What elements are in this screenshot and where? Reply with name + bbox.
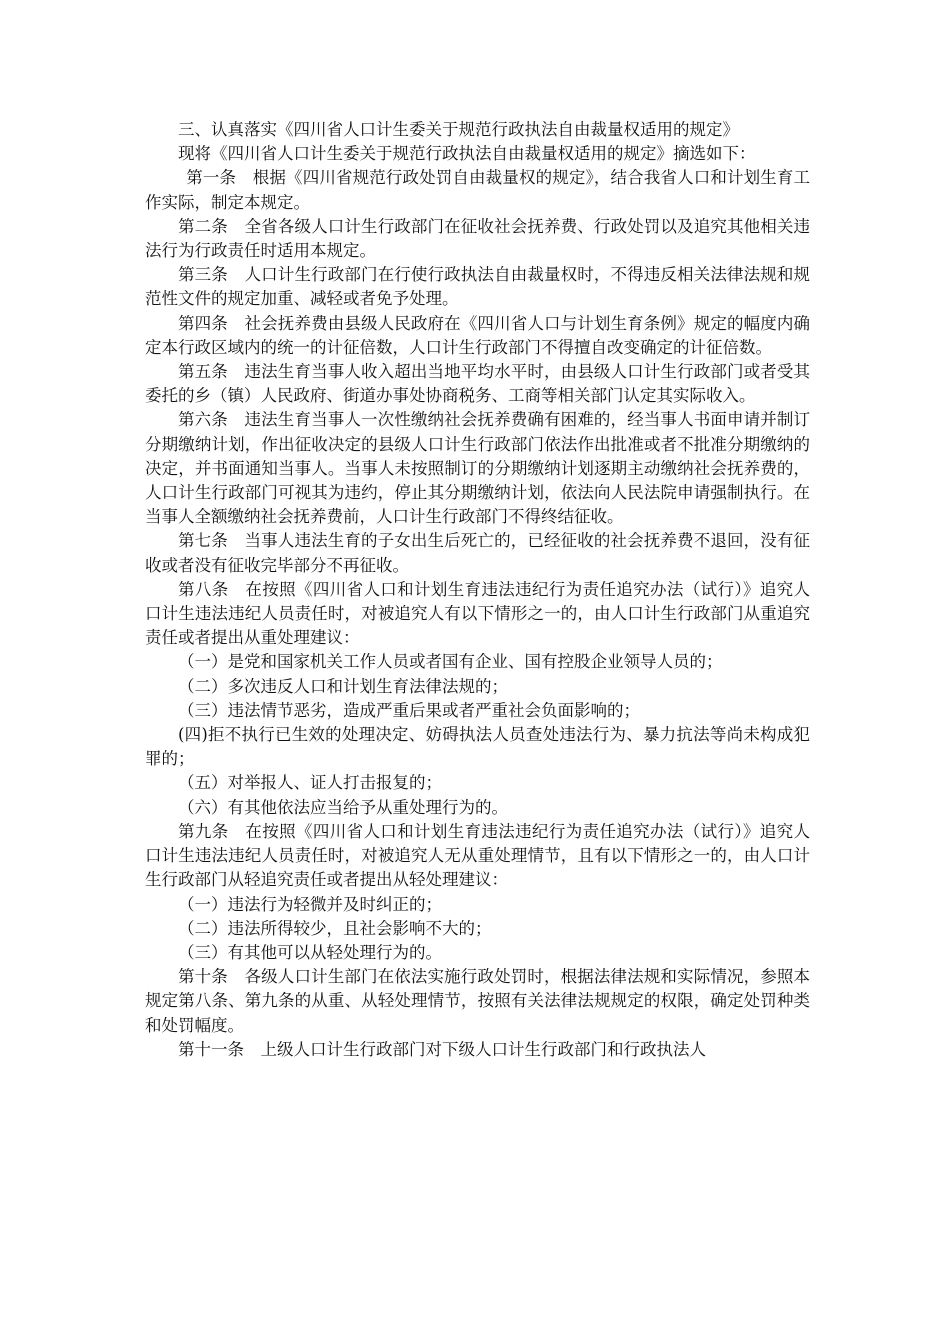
- article-6: 第六条 违法生育当事人一次性缴纳社会抚养费确有困难的，经当事人书面申请并制订分期缴纳计划，作出征收决定的县级人口计生行政部门依法作出批准或者不批准分期缴纳的决定，并书面通知当事人。当事人未按照制订的分期缴纳计划逐期主动缴纳社会抚养费的，人口计生行政部门可视其为违约，停止其分期缴纳计划，依法向人民法院申请强制执行。在当事人全额缴纳社会抚养费前，人口计生行政部门不得终结征收。: [145, 410, 810, 527]
- article-4: 第四条 社会抚养费由县级人民政府在《四川省人口与计划生育条例》规定的幅度内确定本行政区域内的统一的计征倍数，人口计生行政部门不得擅自改变确定的计征倍数。: [145, 313, 810, 357]
- article-1: 第一条 根据《四川省规范行政处罚自由裁量权的规定》，结合我省人口和计划生育工作实际，制定本规定。: [145, 168, 810, 212]
- article-5: 第五条 违法生育当事人收入超出当地平均水平时，由县级人口计生行政部门或者受其委托的乡（镇）人民政府、街道办事处协商税务、工商等相关部门认定其实际收入。: [145, 362, 810, 406]
- article-2: 第二条 全省各级人口计生行政部门在征收社会抚养费、行政处罚以及追究其他相关违法行为行政责任时适用本规定。: [145, 216, 810, 261]
- article-9: 第九条 在按照《四川省人口和计划生育违法违纪行为责任追究办法（试行）》追究人口计生违法违纪人员责任时，对被追究人无从重处理情节，且有以下情形之一的，由人口计生行政部门从轻追究责任或者提出从轻处理建议：: [145, 821, 810, 890]
- article-10: 第十条 各级人口计生部门在依法实施行政处罚时，根据法律法规和实际情况，参照本规定第八条、第九条的从重、从轻处理情节，按照有关法律法规规定的权限，确定处罚种类和处罚幅度。: [145, 967, 810, 1035]
- intro-paragraph: 现将《四川省人口计生委关于规范行政执法自由裁量权适用的规定》摘选如下：: [178, 144, 756, 164]
- article-3: 第三条 人口计生行政部门在行使行政执法自由裁量权时，不得违反相关法律法规和规范性文件的规定加重、减轻或者免予处理。: [145, 265, 810, 309]
- article-9-item: （三）有其他可以从轻处理行为的。: [178, 942, 442, 962]
- article-11: 第十一条 上级人口计生行政部门对下级人口计生行政部门和行政执法人: [178, 1039, 706, 1059]
- article-8-item: （五）对举报人、证人打击报复的；: [178, 773, 442, 793]
- article-8: 第八条 在按照《四川省人口和计划生育违法违纪行为责任追究办法（试行）》追究人口计生违法违纪人员责任时，对被追究人有以下情形之一的，由人口计生行政部门从重追究责任或者提出从重处理建议：: [145, 579, 810, 648]
- article-9-item: （一）违法行为轻微并及时纠正的；: [178, 894, 442, 914]
- document-body: [145, 118, 810, 1062]
- article-8-item: (四)拒不执行已生效的处理决定、妨碍执法人员查处违法行为、暴力抗法等尚未构成犯罪的；: [145, 725, 810, 769]
- article-8-item: （二）多次违反人口和计划生育法律法规的；: [178, 676, 508, 696]
- article-8-item: （六）有其他依法应当给予从重处理行为的。: [178, 797, 508, 817]
- article-8-item: （一）是党和国家机关工作人员或者国有企业、国有控股企业领导人员的；: [178, 652, 723, 672]
- article-7: 第七条 当事人违法生育的子女出生后死亡的，已经征收的社会抚养费不退回，没有征收或者没有征收完毕部分不再征收。: [145, 531, 810, 575]
- article-8-item: （三）违法情节恶劣，造成严重后果或者严重社会负面影响的；: [178, 700, 640, 720]
- article-9-item: （二）违法所得较少，且社会影响不大的；: [178, 918, 492, 938]
- section-heading: 三、认真落实《四川省人口计生委关于规范行政执法自由裁量权适用的规定》: [178, 120, 739, 139]
